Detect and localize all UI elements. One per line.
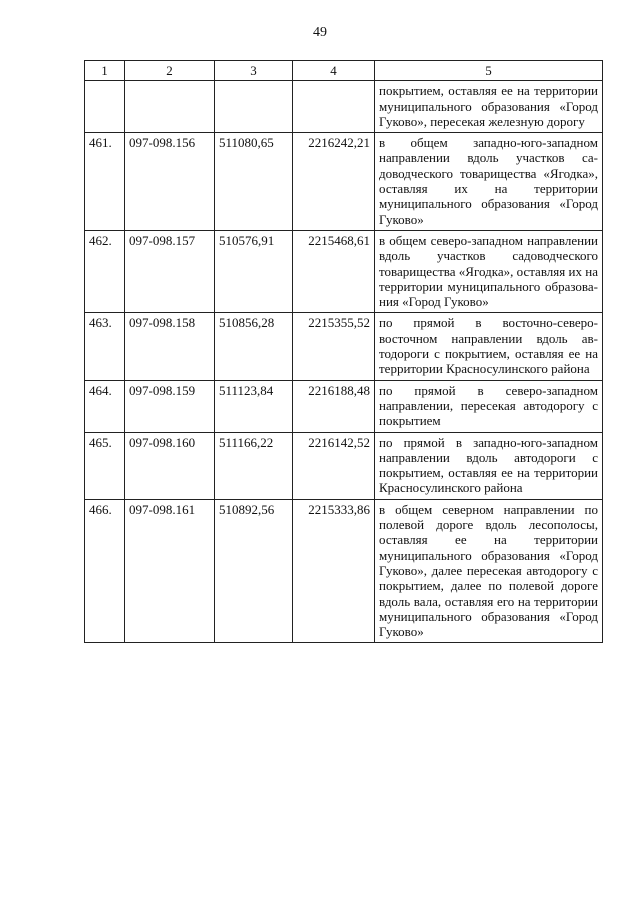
coordinate-x: 510576,91	[215, 230, 293, 312]
coordinate-x: 511080,65	[215, 133, 293, 231]
boundary-description: по прямой в восточно-северо-восточном направлении вдоль автодороги с покрытием, оставляя ее на территории Красносулинского района	[375, 313, 603, 380]
boundary-description: в общем западно-юго-западном направлении вдоль участков садоводческого товарищества «Ягодка», оставляя их на территории муниципального образования «Город Гуково»	[375, 133, 603, 231]
header-col-5: 5	[375, 61, 603, 81]
row-number: 465.	[85, 432, 125, 499]
row-number: 462.	[85, 230, 125, 312]
coordinate-y: 2215333,86	[293, 499, 375, 643]
coordinate-y: 2216142,52	[293, 432, 375, 499]
point-code: 097-098.160	[125, 432, 215, 499]
header-col-3: 3	[215, 61, 293, 81]
row-number: 463.	[85, 313, 125, 380]
coordinate-x	[215, 81, 293, 133]
table-row	[85, 313, 603, 380]
point-code: 097-098.158	[125, 313, 215, 380]
boundary-description: по прямой в западно-юго-западном направлении вдоль автодороги с покрытием, оставляя ее на территории Красносулинского района	[375, 432, 603, 499]
boundary-description: по прямой в северо-западном направлении, пересекая автодорогу с покрытием	[375, 380, 603, 432]
coordinate-x: 510856,28	[215, 313, 293, 380]
table-row	[85, 432, 603, 499]
table-row	[85, 81, 603, 133]
page-number: 49	[313, 25, 327, 40]
table-header-row	[85, 61, 603, 81]
coordinate-y: 2216188,48	[293, 380, 375, 432]
boundary-description: в общем северо-западном направлении вдоль участков садоводческого товарищества «Ягодка», оставляя их на территории муниципального образования «Город Гуково»	[375, 230, 603, 312]
point-code: 097-098.156	[125, 133, 215, 231]
row-number: 464.	[85, 380, 125, 432]
boundary-description: в общем северном направлении по полевой дороге вдоль лесополосы, оставляя ее на территории муниципального образования «Город Гуково», далее пересекая автодорогу с покрытием, далее по полевой дороге вдоль вала, оставляя его на территории муниципального образования «Город Гуково»	[375, 499, 603, 643]
point-code: 097-098.159	[125, 380, 215, 432]
coordinate-y: 2215468,61	[293, 230, 375, 312]
coordinate-x: 510892,56	[215, 499, 293, 643]
table-row	[85, 380, 603, 432]
table-row	[85, 499, 603, 643]
header-col-4: 4	[293, 61, 375, 81]
header-col-1: 1	[85, 61, 125, 81]
point-code	[125, 81, 215, 133]
boundary-table	[84, 60, 603, 643]
coordinate-y	[293, 81, 375, 133]
header-col-2: 2	[125, 61, 215, 81]
point-code: 097-098.157	[125, 230, 215, 312]
coordinate-y: 2216242,21	[293, 133, 375, 231]
coordinate-y: 2215355,52	[293, 313, 375, 380]
row-number: 466.	[85, 499, 125, 643]
boundary-description: покрытием, оставляя ее на территории муниципального образования «Город Гуково», пересекая железную дорогу	[375, 81, 603, 133]
coordinate-x: 511166,22	[215, 432, 293, 499]
row-number	[85, 81, 125, 133]
coordinate-x: 511123,84	[215, 380, 293, 432]
table-row	[85, 133, 603, 231]
table-row	[85, 230, 603, 312]
row-number: 461.	[85, 133, 125, 231]
point-code: 097-098.161	[125, 499, 215, 643]
